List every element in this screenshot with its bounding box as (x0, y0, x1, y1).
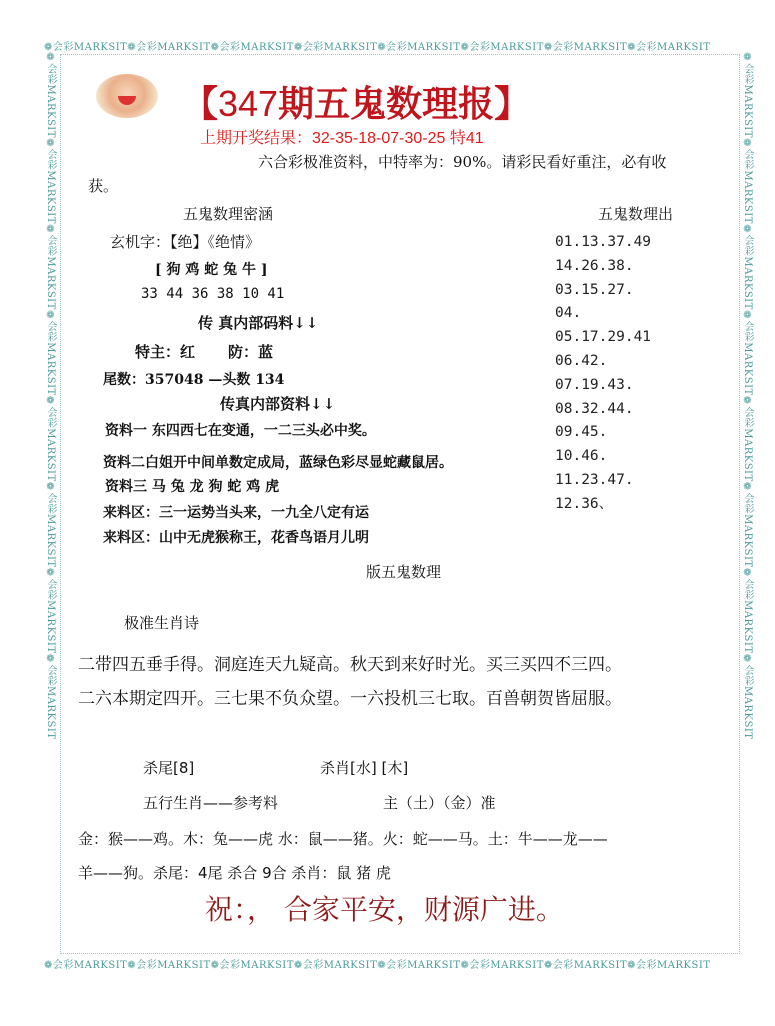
source-item-2: 来料区：山中无虎猴称王，花香鸟语月儿明 (103, 530, 369, 546)
last-draw-result: 上期开奖结果：32-35-18-07-30-25 特41 (200, 130, 484, 147)
title-bracket-close: 】 (494, 83, 531, 125)
element-mapping-2: 羊——狗。杀尾：4尾 杀合 9合 杀肖：鼠 猪 虎 (78, 864, 391, 882)
five-elements-label: 五行生肖——参考料 (143, 794, 279, 812)
fax-code-label: 传 真内部码料 (198, 314, 294, 332)
data-item-1: 资料一 东四西七在变通，一二三头必中奖。 (105, 423, 376, 439)
xuanji-text: 玄机字：【绝】《绝情》 (110, 233, 261, 251)
page-title (182, 76, 530, 127)
right-section-heading: 五鬼数理出 (598, 205, 674, 223)
five-elements-main: 主（土）（金）准 (383, 794, 496, 812)
title-text: 期五鬼数理报 (278, 83, 495, 125)
intro-line-1: 六合彩极准资料，中特率为：90%。请彩民看好重注，必有收 (258, 153, 667, 171)
list-item: 10.46. (555, 448, 608, 465)
fax-data-heading (220, 393, 335, 414)
title-bracket-open: 【 (182, 83, 219, 125)
tail-numbers: 尾数：357048 —头数 134 (103, 372, 285, 388)
poem-heading: 极准生肖诗 (124, 614, 200, 632)
source-item-1: 来料区：三一运势当头来，一九全八定有运 (103, 505, 369, 521)
data-item-3: 资料三 马 兔 龙 狗 蛇 鸡 虎 (105, 479, 280, 495)
fax-data-label: 传真内部资料 (220, 395, 311, 413)
right-border-pattern: ❁会彩MARKSIT❁会彩MARKSIT❁会彩MARKSIT❁会彩MARKSIT❁会彩MARKSIT❁会彩MARKSIT❁会彩MARKSIT❁会彩MARKSIT (742, 52, 753, 740)
list-item: 12.36、 (555, 495, 614, 512)
kill-tail: 杀尾[8] (143, 759, 195, 777)
down-arrows-icon: ↓↓ (310, 395, 336, 413)
list-item: 05.17.29.41 (555, 329, 652, 346)
list-item: 11.23.47. (555, 471, 634, 488)
issue-number: 347 (218, 83, 279, 124)
list-item: 14.26.38. (555, 257, 634, 274)
special-main: 特主：红 (135, 343, 196, 361)
number-rows-list (555, 231, 651, 517)
number-list: 33 44 36 38 10 41 (141, 286, 285, 302)
blessing-text: 祝：， 合家平安，财源广进。 (205, 893, 564, 926)
list-item: 01.13.37.49 (555, 234, 652, 250)
top-border-pattern: ❁会彩MARKSIT❁会彩MARKSIT❁会彩MARKSIT❁会彩MARKSIT❁会彩MARKSIT❁会彩MARKSIT❁会彩MARKSIT❁会彩MARKSIT (44, 42, 711, 52)
fax-code-heading (198, 312, 318, 333)
list-item: 07.19.43. (555, 376, 634, 393)
poem-line-1: 二带四五垂手得。洞庭连天九疑高。秋天到来好时光。买三买四不三四。 (78, 655, 622, 675)
element-mapping-1: 金：猴——鸡。木：兔——虎 水：鼠——猪。火：蛇——马。土：牛——龙—— (78, 830, 608, 848)
list-item: 09.45. (555, 424, 608, 441)
list-item: 04. (555, 305, 582, 322)
special-guard: 防：蓝 (228, 343, 274, 361)
down-arrows-icon: ↓↓ (293, 314, 319, 332)
list-item: 08.32.44. (555, 400, 634, 417)
edition-label: 版五鬼数理 (366, 563, 442, 581)
left-border-pattern: ❁会彩MARKSIT❁会彩MARKSIT❁会彩MARKSIT❁会彩MARKSIT❁会彩MARKSIT❁会彩MARKSIT❁会彩MARKSIT❁会彩MARKSIT (45, 52, 56, 740)
left-section-heading: 五鬼数理密涵 (183, 205, 274, 223)
poem-line-2: 二六本期定四开。三七果不负众望。一六投机三七取。百兽朝贺皆屈服。 (78, 689, 622, 709)
list-item: 03.15.27. (555, 281, 634, 298)
list-item: 06.42. (555, 352, 608, 369)
bottom-border-pattern: ❁会彩MARKSIT❁会彩MARKSIT❁会彩MARKSIT❁会彩MARKSIT❁会彩MARKSIT❁会彩MARKSIT❁会彩MARKSIT❁会彩MARKSIT (44, 960, 711, 970)
data-item-2: 资料二白姐开中间单数定成局，蓝绿色彩尽显蛇藏鼠居。 (103, 455, 453, 471)
animal-list: [ 狗 鸡 蛇 兔 牛 ] (155, 262, 268, 278)
kill-zodiac: 杀肖[水] [木] (320, 759, 409, 777)
face-logo (96, 74, 158, 118)
intro-line-2: 获。 (88, 177, 119, 195)
